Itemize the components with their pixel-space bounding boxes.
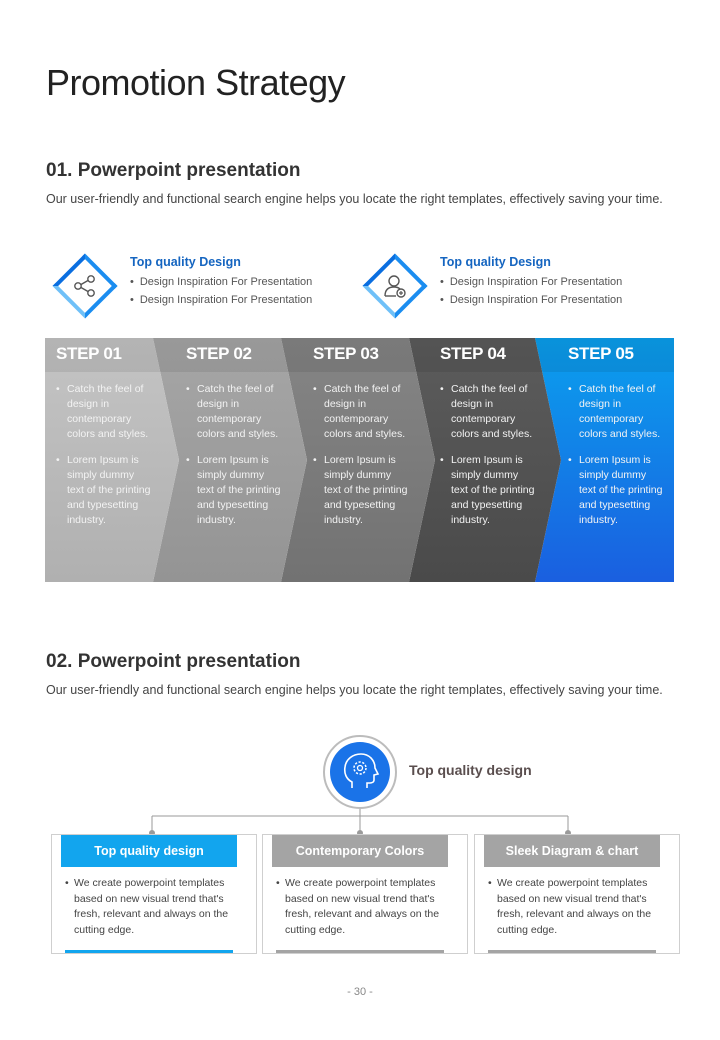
- feature-2-item: • Design Inspiration For Presentation: [440, 291, 660, 309]
- feature-1-item: • Design Inspiration For Presentation: [130, 291, 340, 309]
- share-icon: [69, 270, 101, 302]
- card-3-text: • We create powerpoint templates based on new visual trend that's fresh, relevant and always on the cutting edge.: [488, 876, 668, 938]
- card-3-heading: Sleek Diagram & chart: [484, 835, 660, 867]
- step-05-point: • Lorem Ipsum is simply dummy text of the printing and typesetting industry.: [568, 453, 664, 528]
- step-05-body: [568, 382, 664, 539]
- step-02-point: • Catch the feel of design in contemporary colors and styles.: [186, 382, 282, 442]
- card-2-accent-bar: [276, 950, 444, 953]
- section1-text: Our user-friendly and functional search engine helps you locate the right templates, effectively saving your time.: [46, 192, 663, 206]
- feature-2: [440, 255, 660, 309]
- card-2: [262, 834, 468, 954]
- section2-heading: 02. Powerpoint presentation: [46, 651, 301, 672]
- card-1-heading: Top quality design: [61, 835, 237, 867]
- step-01-body: [56, 382, 152, 539]
- card-1-text: • We create powerpoint templates based on new visual trend that's fresh, relevant and always on the cutting edge.: [65, 876, 245, 938]
- feature-2-item: • Design Inspiration For Presentation: [440, 273, 660, 291]
- feature-1: [130, 255, 340, 309]
- card-3: [474, 834, 680, 954]
- feature-1-heading: Top quality Design: [130, 255, 241, 269]
- page-title: Promotion Strategy: [46, 62, 346, 103]
- step-04-label: STEP 04: [440, 344, 506, 363]
- feature-1-item: • Design Inspiration For Presentation: [130, 273, 340, 291]
- step-03-point: • Catch the feel of design in contemporary colors and styles.: [313, 382, 409, 442]
- step-01-label: STEP 01: [56, 344, 122, 363]
- step-01-point: • Lorem Ipsum is simply dummy text of the printing and typesetting industry.: [56, 453, 152, 528]
- step-02-point: • Lorem Ipsum is simply dummy text of the printing and typesetting industry.: [186, 453, 282, 528]
- section1-heading: 01. Powerpoint presentation: [46, 160, 301, 181]
- step-01-point: • Catch the feel of design in contemporary colors and styles.: [56, 382, 152, 442]
- card-1-accent-bar: [65, 950, 233, 953]
- step-03-body: [313, 382, 409, 539]
- card-1: [51, 834, 257, 954]
- head-gear-icon: [330, 742, 390, 802]
- center-icon-circle: [323, 735, 397, 809]
- step-04-body: [440, 382, 536, 539]
- step-04-point: • Catch the feel of design in contemporary colors and styles.: [440, 382, 536, 442]
- step-03-label: STEP 03: [313, 344, 379, 363]
- card-2-text: • We create powerpoint templates based on new visual trend that's fresh, relevant and always on the cutting edge.: [276, 876, 456, 938]
- feature-icon-badge-1: [55, 256, 115, 316]
- center-label: Top quality design: [409, 762, 532, 778]
- step-04-point: • Lorem Ipsum is simply dummy text of the printing and typesetting industry.: [440, 453, 536, 528]
- user-add-icon: [379, 270, 411, 302]
- card-2-heading: Contemporary Colors: [272, 835, 448, 867]
- step-05-point: • Catch the feel of design in contemporary colors and styles.: [568, 382, 664, 442]
- step-02-body: [186, 382, 282, 539]
- feature-icon-badge-2: [365, 256, 425, 316]
- step-05-label: STEP 05: [568, 344, 634, 363]
- step-02-label: STEP 02: [186, 344, 252, 363]
- feature-2-heading: Top quality Design: [440, 255, 551, 269]
- page-number: - 30 -: [347, 986, 373, 998]
- steps-process: [45, 338, 674, 582]
- section2-text: Our user-friendly and functional search engine helps you locate the right templates, effectively saving your time.: [46, 683, 663, 697]
- step-03-point: • Lorem Ipsum is simply dummy text of the printing and typesetting industry.: [313, 453, 409, 528]
- card-3-accent-bar: [488, 950, 656, 953]
